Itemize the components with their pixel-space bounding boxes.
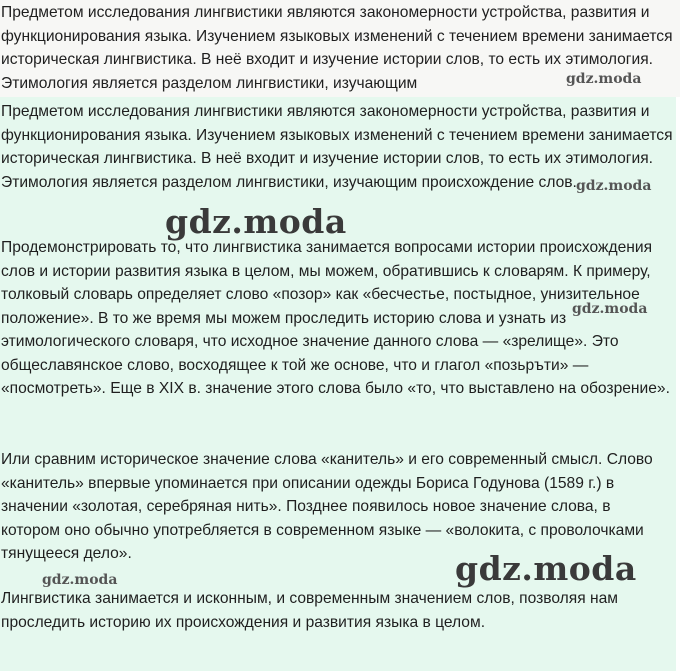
paragraph-2: Продемонстрировать то, что лингвистика занимается вопросами истории происхождения слов и истории развития языка в целом, мы можем, обратившись к словарям. К примеру, толковый словарь определяет слово «позор» как «бесчестье, постыдное, унизительное положение». В то же время мы можем проследить историю слова и узнать из этимологического словаря, что исходное значение данного слова — «зрелище». Это общеславянское слово, восходящее к той же основе, что и глагол «позьръти» — «посмотреть». Еще в XIX в. значение этого слова было «то, что выставлено на обозрение». (1, 239, 670, 397)
watermark: gdz.moda (572, 301, 648, 317)
watermark-large: gdz.moda (165, 202, 347, 241)
watermark: gdz.moda (576, 178, 652, 194)
repeated-paragraph: Предметом исследования лингвистики являются закономерности устройства, развития и функционирования языка. Изучением языковых изменений с течением времени занимается историческая лингвистика. В неё входит и изучение истории слов, то есть их этимология. Этимология является разделом лингвистики, изучающим (1, 4, 673, 92)
watermark: gdz.moda (42, 572, 118, 588)
watermark: gdz.moda (566, 71, 642, 87)
paragraph-3: Или сравним историческое значение слова «канитель» и его современный смысл. Слово «канитель» впервые упоминается при описании одежды Бориса Годунова (1589 г.) в значении «золотая, серебряная нить». Позднее появилось новое значение слова, в котором оно обычно употребляется в современном языке — «волокита, с проволочками тянущееся дело». (1, 451, 653, 562)
paragraph-1: Предметом исследования лингвистики являются закономерности устройства, развития и функционирования языка. Изучением языковых изменений с течением времени занимается историческая лингвистика. В неё входит и изучение истории слов, то есть их этимология. Этимология является разделом лингвистики, изучающим происхождение слов. (1, 103, 673, 191)
answer-block (0, 97, 676, 671)
paragraph-4: Лингвистика занимается и исконным, и современным значением слов, позволяя нам проследить историю их происхождения и развития языка в целом. (1, 590, 619, 631)
watermark-large: gdz.moda (455, 549, 637, 588)
previous-text-strip (0, 0, 680, 97)
